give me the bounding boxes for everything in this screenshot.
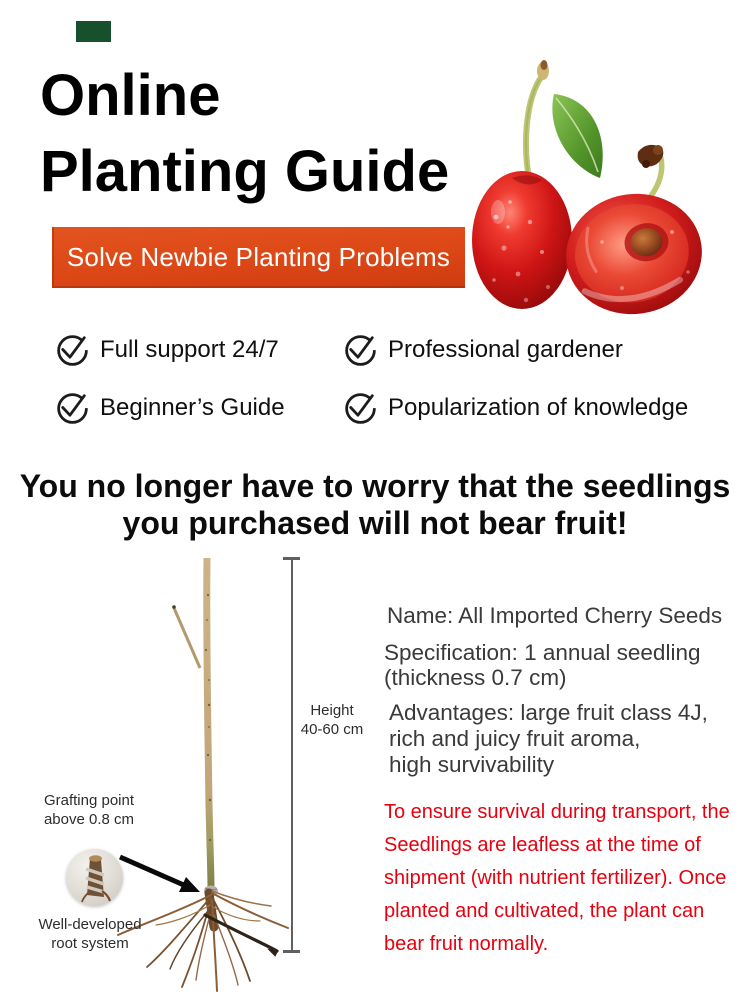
- banner: [52, 227, 465, 288]
- grafting-point-label: Grafting point above 0.8 cm: [43, 792, 135, 828]
- feature-professional-gardener: [342, 331, 623, 368]
- feature-popularization: [342, 389, 688, 426]
- feature-label: Full support 24/7: [100, 335, 279, 363]
- check-circle-icon: [342, 389, 379, 426]
- page-title-line2: Planting Guide: [40, 139, 450, 204]
- product-specification: Specification: 1 annual seedling (thickness 0.7 cm): [384, 640, 701, 690]
- cherries-image: [452, 52, 750, 327]
- shipping-notice: To ensure survival during transport, the Seedlings are leafless at the time of shipment (with nutrient fertilizer). Once planted and cultivated, the plant can bear fruit normally.: [384, 801, 730, 955]
- product-advantages: Advantages: large fruit class 4J, rich and juicy fruit aroma, high survivability: [389, 700, 708, 777]
- feature-label: Professional gardener: [388, 335, 623, 363]
- feature-full-support: [54, 331, 279, 368]
- headline-line2: you purchased will not bear fruit!: [122, 505, 628, 541]
- check-circle-icon: [54, 331, 91, 368]
- root-system-label: Well-developed root system: [38, 916, 142, 952]
- feature-beginners-guide: [54, 389, 285, 426]
- measurement-line: [283, 950, 300, 953]
- check-circle-icon: [54, 389, 91, 426]
- product-name: Name: All Imported Cherry Seeds: [387, 603, 723, 628]
- headline: [0, 468, 750, 542]
- arrow-icon: [114, 851, 208, 899]
- decor-green-rect: [76, 21, 111, 42]
- height-label: Height 40-60 cm: [300, 702, 364, 738]
- feature-label: Popularization of knowledge: [388, 393, 689, 421]
- headline-line1: You no longer have to worry that the seedlings: [19, 468, 731, 504]
- banner-label: Solve Newbie Planting Problems: [66, 242, 451, 272]
- check-circle-icon: [342, 331, 379, 368]
- measurement-line: [291, 558, 293, 953]
- feature-label: Beginner’s Guide: [100, 393, 285, 421]
- page-title: [40, 58, 449, 210]
- page-title-line1: Online: [40, 63, 221, 128]
